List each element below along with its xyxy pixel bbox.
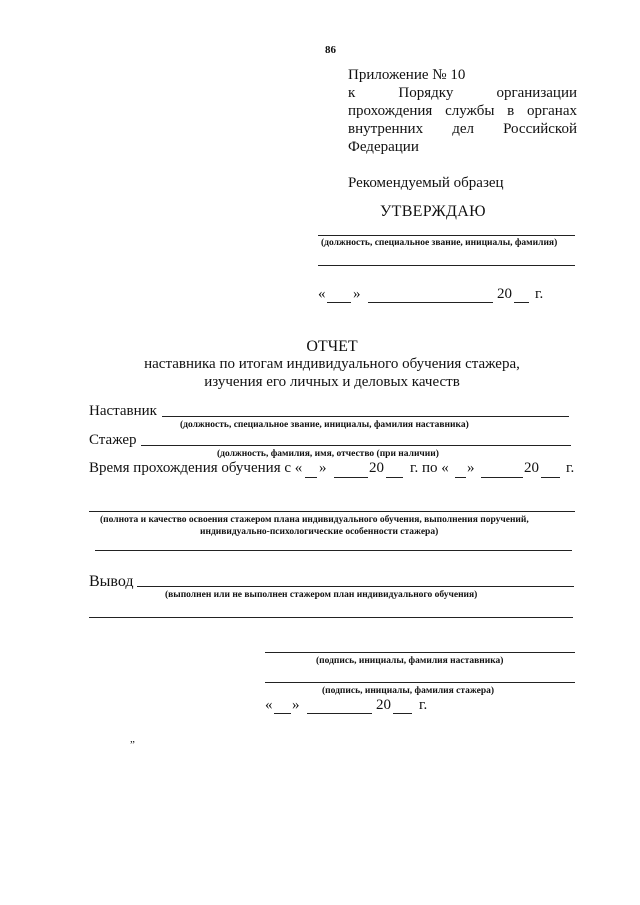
sign-year-prefix: 20	[376, 697, 391, 713]
appendix-word: Российской	[503, 121, 577, 137]
trainee-label: Стажер	[89, 432, 137, 448]
appendix-word: службы	[445, 103, 495, 119]
sign-date-close: »	[292, 697, 300, 713]
sign-year-suffix: г.	[419, 697, 428, 713]
report-subtitle-2: изучения его личных и деловых качеств	[204, 374, 460, 390]
approve-date-close: »	[353, 286, 361, 302]
trainee-signature-caption: (подпись, инициалы, фамилия стажера)	[322, 686, 495, 696]
quality-line-2	[95, 550, 572, 551]
trainee-caption: (должность, фамилия, имя, отчество (при наличии)	[217, 449, 439, 459]
mentor-caption: (должность, специальное звание, инициалы, фамилия наставника)	[180, 420, 469, 430]
page-number: 86	[325, 44, 336, 56]
period-g-po: г. по «	[410, 460, 449, 476]
period-quote-close-1: »	[319, 460, 327, 476]
sign-year-line	[393, 713, 412, 714]
period-year-prefix-2: 20	[524, 460, 539, 476]
approve-name-line	[318, 265, 575, 266]
approve-year-prefix: 20	[497, 286, 512, 302]
period-label: Время прохождения обучения с «	[89, 460, 303, 476]
approve-year-line	[514, 302, 529, 303]
approve-day-line	[327, 302, 351, 303]
appendix-word: организации	[496, 85, 577, 101]
approve-position-line	[318, 235, 575, 236]
recommended-sample: Рекомендуемый образец	[348, 175, 504, 191]
appendix-line5: Федерации	[348, 139, 419, 155]
appendix-line3	[348, 103, 577, 120]
approve-caption: (должность, специальное звание, инициалы, фамилия)	[321, 238, 558, 248]
appendix-word: в	[507, 103, 515, 119]
period-month2-line	[481, 477, 523, 478]
appendix-word: внутренних	[348, 121, 424, 137]
period-g: г.	[566, 460, 575, 476]
conclusion-line-2	[89, 617, 573, 618]
appendix-line2	[348, 85, 577, 102]
period-day2-line	[455, 477, 466, 478]
sign-date-open: «	[265, 697, 273, 713]
mentor-label: Наставник	[89, 403, 157, 419]
period-year1-line	[386, 477, 403, 478]
mentor-signature-line	[265, 652, 575, 653]
period-month1-line	[334, 477, 368, 478]
appendix-word: органах	[527, 103, 577, 119]
quality-line-1	[89, 511, 575, 512]
appendix-line4	[348, 121, 577, 138]
period-year-prefix-1: 20	[369, 460, 384, 476]
period-quote-close-2: »	[467, 460, 475, 476]
quality-caption-2: индивидуально-психологические особенности стажера)	[200, 527, 439, 537]
conclusion-caption: (выполнен или не выполнен стажером план индивидуального обучения)	[165, 590, 478, 600]
approve-title: УТВЕРЖДАЮ	[380, 203, 486, 220]
stray-mark: „	[130, 733, 135, 745]
appendix-word: к	[348, 85, 356, 101]
approve-year-suffix: г.	[535, 286, 544, 302]
sign-month-line	[307, 713, 372, 714]
trainee-line	[141, 445, 571, 446]
mentor-line	[162, 416, 569, 417]
appendix-word: прохождения	[348, 103, 433, 119]
sign-day-line	[274, 713, 291, 714]
quality-caption-1: (полнота и качество освоения стажером плана индивидуального обучения, выполнения поручений,	[100, 515, 529, 525]
mentor-signature-caption: (подпись, инициалы, фамилия наставника)	[316, 656, 504, 666]
report-title: ОТЧЕТ	[306, 338, 358, 355]
period-year2-line	[541, 477, 560, 478]
report-subtitle-1: наставника по итогам индивидуального обучения стажера,	[144, 356, 520, 372]
approve-month-line	[368, 302, 493, 303]
trainee-signature-line	[265, 682, 575, 683]
conclusion-label: Вывод	[89, 573, 134, 590]
conclusion-line	[137, 586, 574, 587]
appendix-word: дел	[452, 121, 474, 137]
period-day1-line	[305, 477, 317, 478]
appendix-word: Порядку	[398, 85, 454, 101]
approve-date-open: «	[318, 286, 326, 302]
appendix-line1: Приложение № 10	[348, 67, 466, 83]
